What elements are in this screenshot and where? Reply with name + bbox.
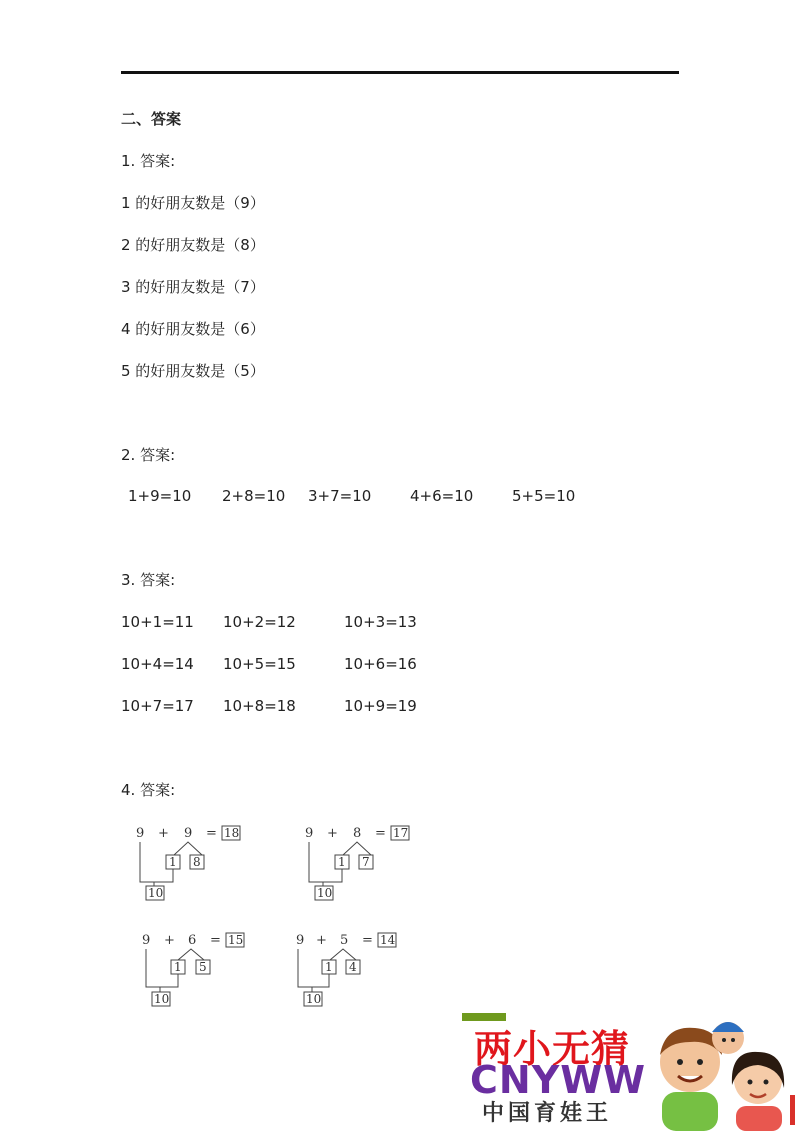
kids-mascot-illustration	[640, 1010, 800, 1131]
split-value-2: 5	[199, 960, 207, 974]
q2-equation: 3+7=10	[308, 487, 372, 505]
equals-sign: =	[206, 826, 217, 841]
make-ten-diagram	[292, 929, 452, 1019]
ten-value: 10	[306, 992, 322, 1006]
result-value: 15	[228, 933, 244, 947]
equals-sign: =	[362, 933, 373, 948]
q3-equation: 10+8=18	[223, 697, 296, 715]
plus-sign: +	[164, 933, 175, 948]
addend-b: 8	[353, 826, 362, 841]
q3-equation: 10+3=13	[344, 613, 417, 631]
addend-a: 9	[296, 933, 305, 948]
addend-a: 9	[305, 826, 314, 841]
addend-a: 9	[136, 826, 145, 841]
split-branch	[330, 949, 356, 960]
split-value-2: 8	[193, 855, 201, 869]
q1-line: 1 的好朋友数是（9）	[121, 194, 265, 212]
equals-sign: =	[375, 826, 386, 841]
result-value: 17	[393, 826, 409, 840]
q4-label: 4. 答案:	[121, 781, 176, 799]
watermark-logo-cn: 两小无猜	[474, 1027, 631, 1071]
split-value-1: 1	[325, 960, 333, 974]
q2-equation: 1+9=10	[128, 487, 192, 505]
plus-sign: +	[158, 826, 169, 841]
q2-equation: 2+8=10	[222, 487, 286, 505]
equals-sign: =	[210, 933, 221, 948]
q1-line: 5 的好朋友数是（5）	[121, 362, 265, 380]
q2-equation: 5+5=10	[512, 487, 576, 505]
corner-mark	[790, 1095, 795, 1125]
result-value: 14	[380, 933, 396, 947]
addend-b: 6	[188, 933, 197, 948]
q3-equation: 10+7=17	[121, 697, 194, 715]
q3-equation: 10+5=15	[223, 655, 296, 673]
q3-equation: 10+4=14	[121, 655, 194, 673]
ten-value: 10	[154, 992, 170, 1006]
addend-b: 9	[184, 826, 193, 841]
q3-equation: 10+9=19	[344, 697, 417, 715]
plus-sign: +	[327, 826, 338, 841]
make-ten-diagram	[132, 822, 292, 912]
result-value: 18	[224, 826, 240, 840]
make-ten-diagram	[138, 929, 298, 1019]
q2-label: 2. 答案:	[121, 446, 176, 464]
q2-equation: 4+6=10	[410, 487, 474, 505]
make-ten-diagram	[301, 822, 461, 912]
top-rule	[121, 71, 679, 74]
q1-line: 4 的好朋友数是（6）	[121, 320, 265, 338]
q3-equation: 10+6=16	[344, 655, 417, 673]
plus-sign: +	[316, 933, 327, 948]
watermark-logo-en: CNYWW	[470, 1058, 647, 1102]
split-value-1: 1	[169, 855, 177, 869]
split-value-1: 1	[338, 855, 346, 869]
split-branch	[178, 949, 204, 960]
split-branch	[174, 842, 202, 855]
ten-value: 10	[317, 886, 333, 900]
addend-b: 5	[340, 933, 349, 948]
q1-line: 2 的好朋友数是（8）	[121, 236, 265, 254]
ten-value: 10	[148, 886, 164, 900]
q3-equation: 10+1=11	[121, 613, 194, 631]
q3-equation: 10+2=12	[223, 613, 296, 631]
q1-label: 1. 答案:	[121, 152, 176, 170]
split-value-2: 4	[349, 960, 357, 974]
split-branch	[343, 842, 371, 855]
section-title: 二、答案	[121, 110, 182, 128]
q3-label: 3. 答案:	[121, 571, 176, 589]
split-value-1: 1	[174, 960, 182, 974]
watermark-logo-sub: 中国育娃王	[482, 1101, 613, 1126]
split-value-2: 7	[362, 855, 370, 869]
addend-a: 9	[142, 933, 151, 948]
q1-line: 3 的好朋友数是（7）	[121, 278, 265, 296]
